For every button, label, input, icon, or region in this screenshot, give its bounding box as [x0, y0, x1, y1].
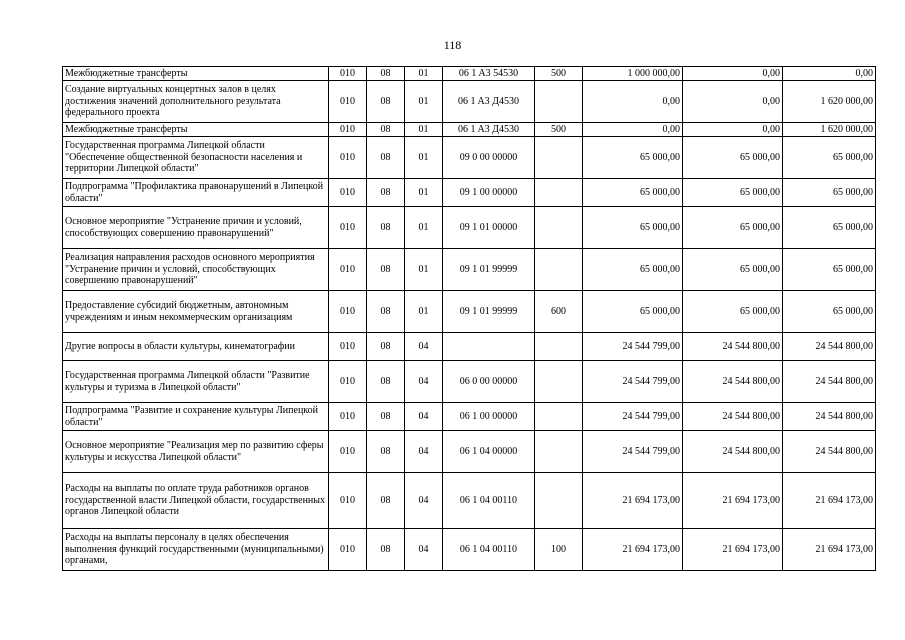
cell-subsection: 04: [405, 529, 443, 571]
cell-name: Другие вопросы в области культуры, кинематографии: [63, 333, 329, 361]
cell-sum-year-3: 65 000,00: [783, 249, 876, 291]
cell-sum-year-2: 24 544 800,00: [683, 403, 783, 431]
table-row: [63, 473, 876, 529]
cell-sum-year-1: 21 694 173,00: [583, 529, 683, 571]
cell-name: Создание виртуальных концертных залов в целях достижения значений дополнительного результата федерального проекта: [63, 81, 329, 123]
cell-subsection: 04: [405, 473, 443, 529]
cell-sum-year-3: 21 694 173,00: [783, 473, 876, 529]
cell-sum-year-1: 0,00: [583, 123, 683, 137]
table-row: [63, 81, 876, 123]
cell-subsection: 01: [405, 81, 443, 123]
cell-name: Подпрограмма "Развитие и сохранение культуры Липецкой области": [63, 403, 329, 431]
cell-sum-year-2: 65 000,00: [683, 137, 783, 179]
cell-admin-code: 010: [329, 529, 367, 571]
cell-expense-type: 100: [535, 529, 583, 571]
cell-sum-year-2: 65 000,00: [683, 291, 783, 333]
page-number: 118: [443, 38, 462, 52]
cell-name: Основное мероприятие "Устранение причин и условий, способствующих совершению правонарушений": [63, 207, 329, 249]
cell-admin-code: 010: [329, 333, 367, 361]
cell-expense-type: [535, 207, 583, 249]
cell-subsection: 04: [405, 361, 443, 403]
cell-section: 08: [367, 529, 405, 571]
cell-expense-type: [535, 249, 583, 291]
cell-subsection: 04: [405, 431, 443, 473]
cell-sum-year-1: 65 000,00: [583, 179, 683, 207]
cell-sum-year-3: 24 544 800,00: [783, 361, 876, 403]
table-body: [63, 67, 876, 571]
table-row: [63, 361, 876, 403]
cell-section: 08: [367, 81, 405, 123]
cell-target-article: 06 1 A3 Д4530: [443, 81, 535, 123]
cell-sum-year-1: 65 000,00: [583, 291, 683, 333]
cell-target-article: 09 1 01 99999: [443, 291, 535, 333]
cell-sum-year-2: 0,00: [683, 81, 783, 123]
cell-section: 08: [367, 123, 405, 137]
cell-admin-code: 010: [329, 291, 367, 333]
cell-name: Государственная программа Липецкой области "Обеспечение общественной безопасности населения и территории Липецкой области": [63, 137, 329, 179]
cell-expense-type: 600: [535, 291, 583, 333]
cell-sum-year-1: 65 000,00: [583, 207, 683, 249]
cell-sum-year-1: 1 000 000,00: [583, 67, 683, 81]
cell-sum-year-2: 0,00: [683, 123, 783, 137]
cell-admin-code: 010: [329, 81, 367, 123]
cell-subsection: 01: [405, 67, 443, 81]
cell-section: 08: [367, 207, 405, 249]
cell-name: Межбюджетные трансферты: [63, 123, 329, 137]
cell-section: 08: [367, 403, 405, 431]
cell-target-article: 06 1 A3 54530: [443, 67, 535, 81]
cell-name: Предоставление субсидий бюджетным, автономным учреждениям и иным некоммерческим организациям: [63, 291, 329, 333]
cell-expense-type: [535, 179, 583, 207]
cell-expense-type: [535, 403, 583, 431]
cell-sum-year-2: 24 544 800,00: [683, 431, 783, 473]
cell-section: 08: [367, 431, 405, 473]
cell-name: Межбюджетные трансферты: [63, 67, 329, 81]
cell-target-article: 09 0 00 00000: [443, 137, 535, 179]
cell-expense-type: [535, 361, 583, 403]
table-row: [63, 179, 876, 207]
cell-name: Расходы на выплаты персоналу в целях обеспечения выполнения функций государственными (муниципальными) органами,: [63, 529, 329, 571]
cell-sum-year-1: 24 544 799,00: [583, 361, 683, 403]
cell-sum-year-2: 21 694 173,00: [683, 473, 783, 529]
cell-name: Реализация направления расходов основного мероприятия "Устранение причин и условий, способствующих совершению правонарушений": [63, 249, 329, 291]
table-row: [63, 249, 876, 291]
cell-sum-year-3: 65 000,00: [783, 291, 876, 333]
cell-sum-year-2: 65 000,00: [683, 179, 783, 207]
cell-subsection: 01: [405, 123, 443, 137]
table-row: [63, 67, 876, 81]
cell-target-article: 09 1 00 00000: [443, 179, 535, 207]
cell-subsection: 01: [405, 137, 443, 179]
cell-sum-year-3: 21 694 173,00: [783, 529, 876, 571]
cell-target-article: 06 1 04 00000: [443, 431, 535, 473]
table-row: [63, 137, 876, 179]
cell-sum-year-1: 65 000,00: [583, 249, 683, 291]
budget-table: [62, 66, 876, 571]
cell-sum-year-1: 24 544 799,00: [583, 333, 683, 361]
cell-subsection: 01: [405, 249, 443, 291]
cell-admin-code: 010: [329, 179, 367, 207]
table-row: [63, 291, 876, 333]
cell-admin-code: 010: [329, 123, 367, 137]
cell-expense-type: [535, 333, 583, 361]
cell-sum-year-2: 24 544 800,00: [683, 361, 783, 403]
cell-sum-year-1: 21 694 173,00: [583, 473, 683, 529]
cell-target-article: 06 1 00 00000: [443, 403, 535, 431]
cell-section: 08: [367, 67, 405, 81]
cell-name: Расходы на выплаты по оплате труда работников органов государственной власти Липецкой области, государственных органов Липецкой области: [63, 473, 329, 529]
cell-subsection: 04: [405, 333, 443, 361]
cell-target-article: 06 1 A3 Д4530: [443, 123, 535, 137]
cell-admin-code: 010: [329, 361, 367, 403]
cell-sum-year-2: 21 694 173,00: [683, 529, 783, 571]
cell-sum-year-3: 24 544 800,00: [783, 333, 876, 361]
cell-section: 08: [367, 361, 405, 403]
cell-section: 08: [367, 249, 405, 291]
cell-sum-year-3: 24 544 800,00: [783, 431, 876, 473]
cell-expense-type: [535, 473, 583, 529]
cell-expense-type: [535, 81, 583, 123]
cell-section: 08: [367, 179, 405, 207]
cell-expense-type: [535, 431, 583, 473]
cell-sum-year-3: 1 620 000,00: [783, 123, 876, 137]
table-row: [63, 207, 876, 249]
cell-sum-year-3: 1 620 000,00: [783, 81, 876, 123]
cell-sum-year-3: 0,00: [783, 67, 876, 81]
cell-section: 08: [367, 291, 405, 333]
cell-admin-code: 010: [329, 403, 367, 431]
cell-expense-type: 500: [535, 67, 583, 81]
cell-name: Государственная программа Липецкой области "Развитие культуры и туризма в Липецкой области": [63, 361, 329, 403]
cell-sum-year-2: 0,00: [683, 67, 783, 81]
cell-admin-code: 010: [329, 431, 367, 473]
cell-target-article: 06 0 00 00000: [443, 361, 535, 403]
cell-admin-code: 010: [329, 207, 367, 249]
cell-section: 08: [367, 473, 405, 529]
cell-target-article: 06 1 04 00110: [443, 529, 535, 571]
cell-subsection: 01: [405, 179, 443, 207]
cell-admin-code: 010: [329, 473, 367, 529]
cell-expense-type: [535, 137, 583, 179]
table-row: [63, 403, 876, 431]
cell-subsection: 04: [405, 403, 443, 431]
cell-sum-year-1: 65 000,00: [583, 137, 683, 179]
cell-target-article: 09 1 01 99999: [443, 249, 535, 291]
cell-sum-year-1: 0,00: [583, 81, 683, 123]
cell-expense-type: 500: [535, 123, 583, 137]
cell-section: 08: [367, 137, 405, 179]
cell-admin-code: 010: [329, 249, 367, 291]
cell-sum-year-1: 24 544 799,00: [583, 403, 683, 431]
cell-name: Подпрограмма "Профилактика правонарушений в Липецкой области": [63, 179, 329, 207]
cell-sum-year-2: 24 544 800,00: [683, 333, 783, 361]
table-row: [63, 529, 876, 571]
cell-sum-year-3: 65 000,00: [783, 137, 876, 179]
cell-sum-year-3: 65 000,00: [783, 207, 876, 249]
cell-section: 08: [367, 333, 405, 361]
cell-admin-code: 010: [329, 137, 367, 179]
cell-admin-code: 010: [329, 67, 367, 81]
cell-sum-year-1: 24 544 799,00: [583, 431, 683, 473]
cell-target-article: [443, 333, 535, 361]
cell-subsection: 01: [405, 291, 443, 333]
cell-target-article: 09 1 01 00000: [443, 207, 535, 249]
table-row: [63, 431, 876, 473]
cell-name: Основное мероприятие "Реализация мер по развитию сферы культуры и искусства Липецкой области": [63, 431, 329, 473]
cell-sum-year-3: 24 544 800,00: [783, 403, 876, 431]
cell-sum-year-2: 65 000,00: [683, 207, 783, 249]
table-row: [63, 333, 876, 361]
cell-subsection: 01: [405, 207, 443, 249]
cell-target-article: 06 1 04 00110: [443, 473, 535, 529]
table-row: [63, 123, 876, 137]
cell-sum-year-2: 65 000,00: [683, 249, 783, 291]
cell-sum-year-3: 65 000,00: [783, 179, 876, 207]
